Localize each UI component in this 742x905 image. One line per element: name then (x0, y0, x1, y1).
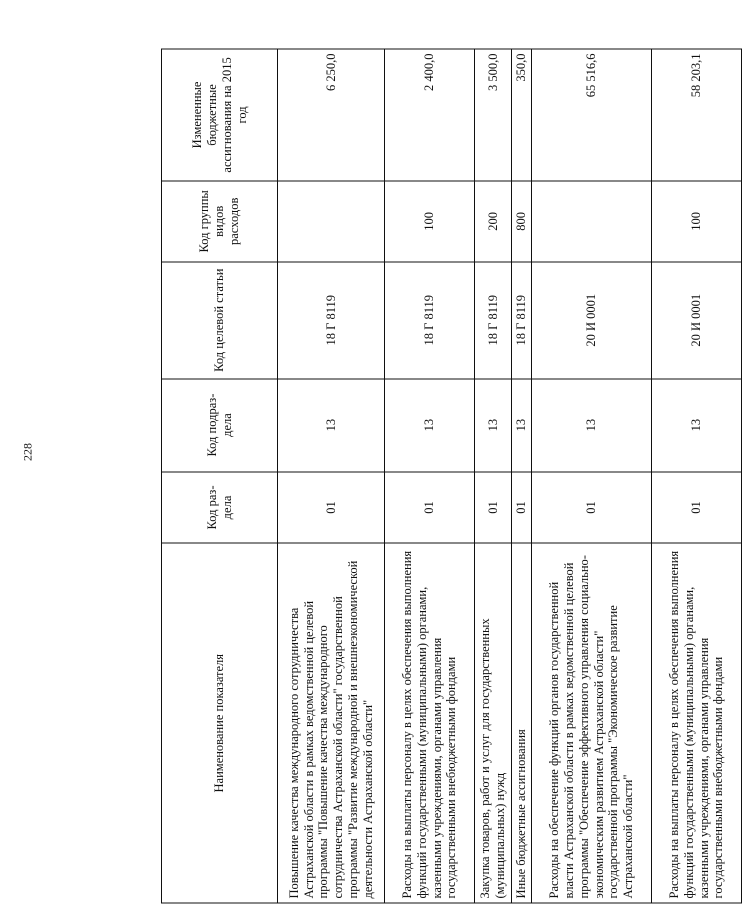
header-expense-group-code: Код группы видов расходов (162, 181, 278, 262)
row-name: Расходы на выплаты персоналу в целях обеспечения выполнения функций государственными (муниципальными) органами, казенными учреждениями, органами управления государственными внебюджетными фондами (652, 543, 742, 903)
header-subsection-code: Код подраз-дела (162, 379, 278, 472)
row-amount: 3 500,0 (475, 49, 512, 181)
row-target-article: 18 Г 8119 (278, 262, 385, 379)
row-name: Закупка товаров, работ и услуг для государственных (муниципальных) нужд (475, 543, 512, 903)
row-section: 01 (512, 472, 532, 544)
rotated-page-content (161, 49, 726, 904)
row-section: 01 (475, 472, 512, 544)
table-row (278, 49, 385, 903)
row-subsection: 13 (385, 379, 475, 472)
row-section: 01 (532, 472, 652, 544)
row-expense-group: 100 (385, 181, 475, 262)
row-expense-group: 800 (512, 181, 532, 262)
table-row (385, 49, 475, 903)
row-name: Иные бюджетные ассигнования (512, 543, 532, 903)
table-row (532, 49, 652, 903)
page-number: 228 (20, 443, 35, 461)
row-subsection: 13 (475, 379, 512, 472)
budget-table (161, 49, 742, 904)
row-target-article: 18 Г 8119 (385, 262, 475, 379)
header-target-article-code: Код целевой статьи (162, 262, 278, 379)
row-amount: 6 250,0 (278, 49, 385, 181)
row-expense-group (278, 181, 385, 262)
row-amount: 2 400,0 (385, 49, 475, 181)
row-expense-group: 100 (652, 181, 742, 262)
row-name: Повышение качества международного сотрудничества Астраханской области в рамках ведомственной целевой программы "Повышение качества международного сотрудничества Астраханской области" государственной программы "Развитие международной и внешнеэкономической деятельности Астраханской области" (278, 543, 385, 903)
row-name: Расходы на обеспечение функций органов государственной власти Астраханской области в рамках ведомственной целевой программы "Обеспечение эффективного управления социально-экономическим развитием Астраханской области" государственной программы "Экономическое развитие Астраханской области" (532, 543, 652, 903)
table-row (512, 49, 532, 903)
row-target-article: 20 И 0001 (532, 262, 652, 379)
row-section: 01 (278, 472, 385, 544)
row-name: Расходы на выплаты персоналу в целях обеспечения выполнения функций государственными (муниципальными) органами, казенными учреждениями, органами управления государственными внебюджетными фондами (385, 543, 475, 903)
header-amount: Измененные бюджетные ассигнования на 2015 год (162, 49, 278, 181)
row-amount: 58 203,1 (652, 49, 742, 181)
table-row (652, 49, 742, 903)
row-target-article: 20 И 0001 (652, 262, 742, 379)
row-amount: 350,0 (512, 49, 532, 181)
row-subsection: 13 (512, 379, 532, 472)
row-subsection: 13 (278, 379, 385, 472)
table-header-row (162, 49, 278, 903)
row-target-article: 18 Г 8119 (475, 262, 512, 379)
header-section-code: Код раз-дела (162, 472, 278, 544)
row-section: 01 (385, 472, 475, 544)
row-section: 01 (652, 472, 742, 544)
row-expense-group (532, 181, 652, 262)
row-subsection: 13 (652, 379, 742, 472)
header-name: Наименование показателя (162, 543, 278, 903)
row-expense-group: 200 (475, 181, 512, 262)
row-target-article: 18 Г 8119 (512, 262, 532, 379)
row-amount: 65 516,6 (532, 49, 652, 181)
table-row (475, 49, 512, 903)
row-subsection: 13 (532, 379, 652, 472)
